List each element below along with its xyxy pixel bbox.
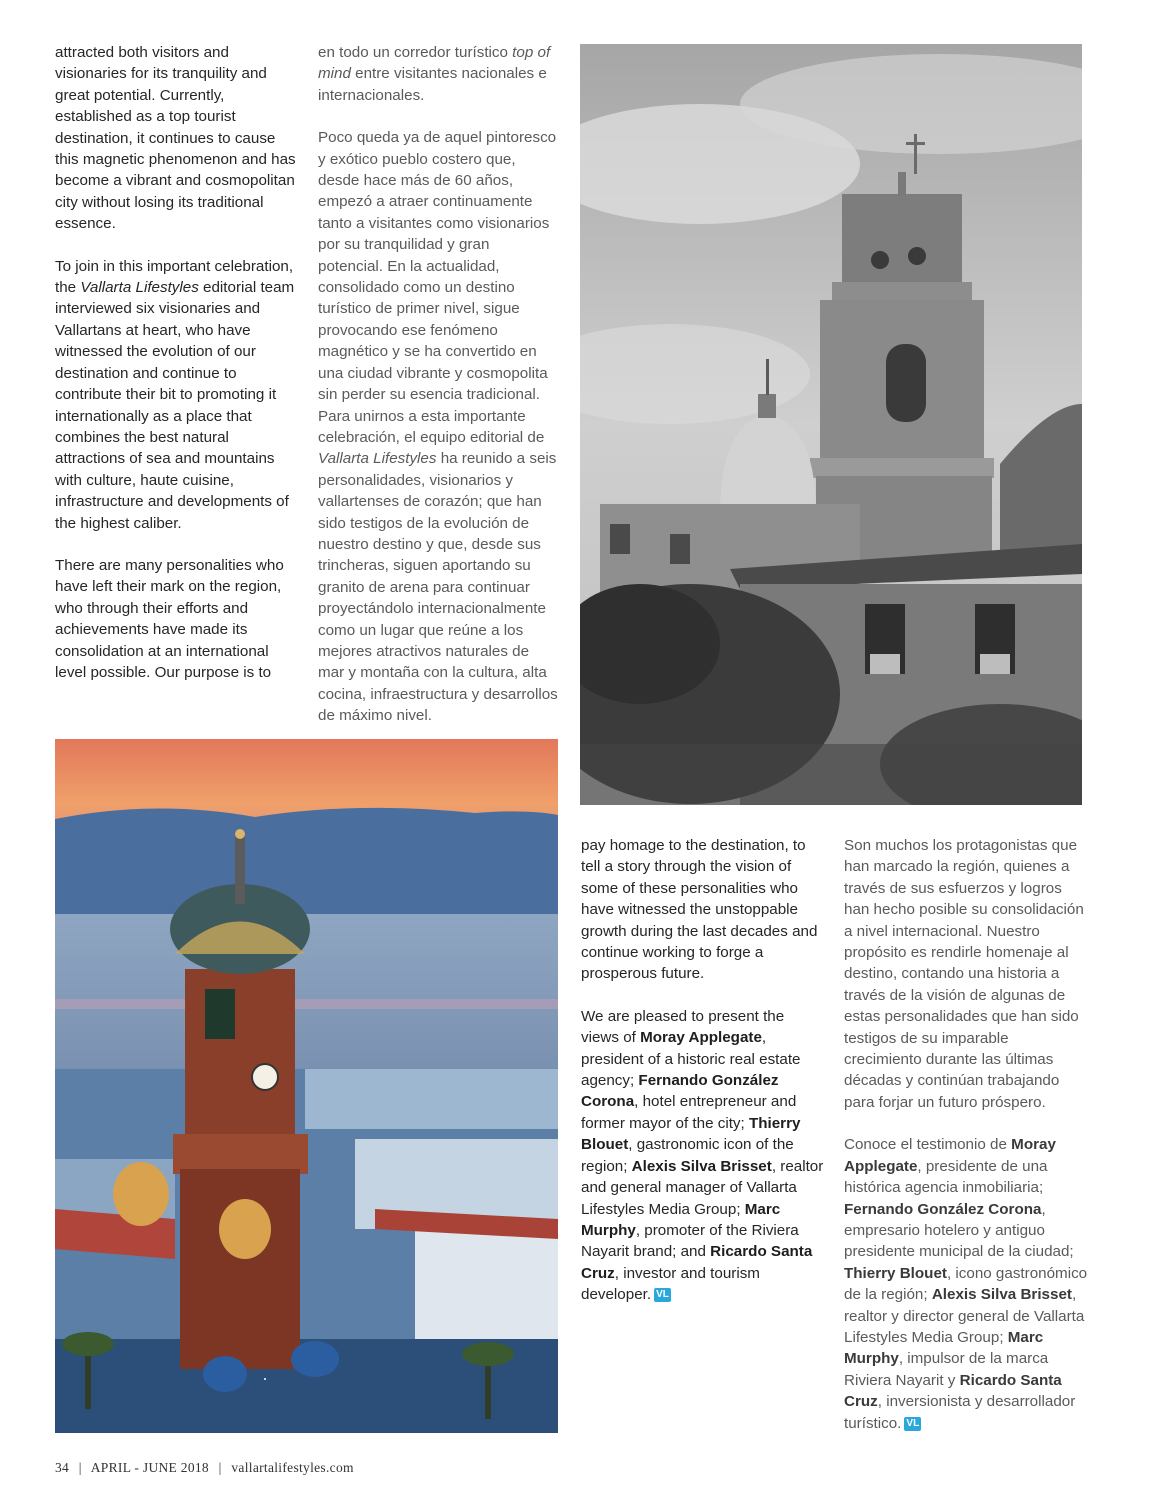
person-name: Ricardo Santa Cruz <box>844 1371 1062 1411</box>
paragraph: To join in this important celebration, the Vallarta Lifestyles editorial team interviewed six visionaries and Vallartans at heart, who have witnessed the evolution of our destination and continue to contribute their bit to promoting it internationally as a place that combines the best natural attractions of sea and mountains with culture, haute cuisine, infrastructure and developments of the highest caliber. <box>55 257 295 532</box>
person-name: Ricardo Santa Cruz <box>581 1243 813 1282</box>
paragraph: We are pleased to present the views of Moray Applegate, president of a historic real estate agency; Fernando González Corona, hotel entrepreneur and former mayor of the city; Thierry Blouet, gastronomic icon of the region; Alexis Silva Brisset, realtor and general manager of Vallarta Lifestyles Media Group; Marc Murphy, promoter of the Riviera Nayarit brand; and Ricardo Santa Cruz, investor and tourism developer. VL <box>581 1007 824 1304</box>
person-name: Moray Applegate <box>640 1029 762 1047</box>
paragraph: Poco queda ya de aquel pintoresco y exótico pueblo costero que, desde hace más de 60 años, empezó a atraer continuamente tanto a visitantes como visionarios por su tranquilidad y gran potencial. En la actualidad, consolidado como un destino turístico de primer nivel, sigue provocando ese fenómeno magnético y se ha convertido en una ciudad vibrante y cosmopolita sin perder su esencia tradicional. Para unirnos a esta importante celebración, el equipo editorial de Vallarta Lifestyles ha reunido a seis personalidades, visionarios y vallartenses de corazón; que han sido testigos de la evolución de nuestro destino y que, desde sus trincheras, siguen aportando su granito de arena para continuar proyectándolo internacionalmente como un lugar que reúne a los mejores atractivos naturales de mar y montaña con la cultura, alta cocina, infraestructura y desarrollos de máximo nivel. <box>318 129 558 725</box>
paragraph: There are many personalities who have left their mark on the region, who through their efforts and achievements have made its consolidation at an international level possible. Our purpose is to <box>55 556 284 681</box>
person-name: Marc Murphy <box>581 1200 781 1239</box>
person-name: Alexis Silva Brisset <box>631 1157 772 1175</box>
person-name: Fernando González Corona <box>844 1200 1042 1218</box>
person-name: Marc Murphy <box>844 1328 1044 1368</box>
church-tower-bw-photo <box>580 44 1082 805</box>
article-column-english-1 <box>55 42 300 704</box>
person-name: Thierry Blouet <box>581 1114 801 1154</box>
article-column-spanish-2 <box>844 835 1089 1455</box>
page-number: 34 <box>55 1460 70 1475</box>
article-column-english-2 <box>581 835 826 1327</box>
person-name: Moray Applegate <box>844 1136 1056 1175</box>
paragraph: en todo un corredor turístico top of mind entre visitantes nacionales e internacionales. <box>318 44 551 104</box>
website-link[interactable]: vallartalifestyles.com <box>231 1460 354 1475</box>
footer-separator: | <box>218 1460 222 1475</box>
paragraph: Conoce el testimonio de Moray Applegate, presidente de una histórica agencia inmobiliaria; Fernando González Corona, empresario hotelero y antiguo presidente municipal de la ciudad; Thierry Blouet, icono gastronómico de la región; Alexis Silva Brisset, realtor y director general de Vallarta Lifestyles Media Group; Marc Murphy, impulsor de la marca Riviera Nayarit y Ricardo Santa Cruz, inversionista y desarrollador turístico. VL <box>844 1136 1088 1432</box>
paragraph: attracted both visitors and visionaries for its tranquility and great potential. Currently, established as a top tourist destination, it continues to cause this magnetic phenomenon and has become a vibrant and cosmopolitan city without losing its traditional essence. <box>55 44 296 233</box>
church-sunset-color-photo <box>55 739 558 1433</box>
person-name: Thierry Blouet <box>844 1264 947 1282</box>
paragraph: Son muchos los protagonistas que han marcado la región, quienes a través de sus esfuerzos y logros han hecho posible su consolidación a nivel internacional. Nuestro propósito es rendirle homenaje al destino, contando una historia a través de la visión de algunas de estas personalidades que han sido testigos de su imparable crecimiento durante las últimas décadas y continúan trabajando para forjar un futuro próspero. <box>844 837 1084 1111</box>
person-name: Fernando González Corona <box>581 1072 779 1111</box>
magazine-name: Vallarta Lifestyles <box>80 279 199 297</box>
article-column-spanish-1 <box>318 42 558 748</box>
paragraph: pay homage to the destination, to tell a story through the vision of some of these personalities who have witnessed the unstoppable growth during the last decades and continue working to forge a prosperous future. <box>581 837 818 983</box>
end-of-article-badge: VL <box>656 1289 669 1301</box>
magazine-name: Vallarta Lifestyles <box>318 450 437 468</box>
footer-separator: | <box>78 1460 82 1475</box>
page-footer <box>55 1460 360 1476</box>
end-of-article-badge: VL <box>906 1417 920 1429</box>
issue-date: APRIL - JUNE 2018 <box>90 1460 209 1475</box>
person-name: Alexis Silva Brisset <box>931 1286 1072 1304</box>
